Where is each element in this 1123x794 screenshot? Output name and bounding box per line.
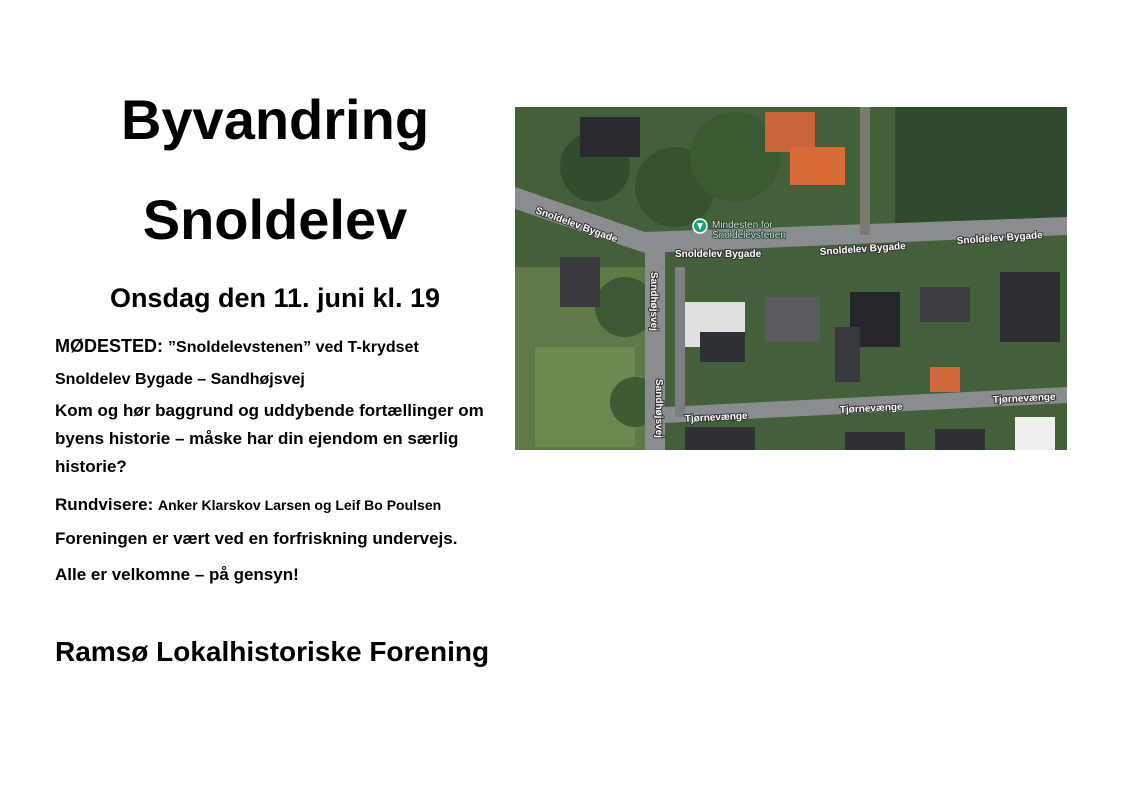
- refreshment-text: Foreningen er vært ved en forfriskning undervejs.: [55, 529, 458, 548]
- street-tjorne-east: Tjørnevænge: [992, 391, 1056, 406]
- meeting-label: MØDESTED:: [55, 336, 163, 356]
- meeting-place: [55, 331, 505, 395]
- guides-names: Anker Klarskov Larsen og Leif Bo Poulsen: [157, 497, 442, 513]
- event-date: Onsdag den 11. juni kl. 19: [109, 283, 441, 313]
- map-pin-icon: [693, 219, 707, 233]
- satellite-map: [515, 107, 1067, 450]
- guides: [55, 491, 505, 519]
- meeting-text-2: Snoldelev Bygade – Sandhøjsvej: [55, 371, 305, 388]
- map-image: [515, 107, 1067, 450]
- meeting-text: ”Snoldelevstenen” ved T-krydset: [168, 339, 419, 356]
- title-line-2: Snoldelev: [142, 188, 408, 251]
- poi-label-2: Snoldelevstenen: [712, 230, 786, 241]
- street-bygade-center: Snoldelev Bygade: [819, 241, 907, 258]
- street-tjorne-west: Tjørnevænge: [684, 410, 748, 425]
- welcome-text: Alle er velkomne – på gensyn!: [55, 565, 299, 584]
- title-line-1: Byvandring: [120, 88, 430, 151]
- about-text: Kom og hør baggrund og uddybende fortællinger om byens historie – måske har din ejendom en særlig historie?: [55, 401, 484, 476]
- street-sandhoj-south: Sandhøjsvej: [653, 379, 664, 438]
- street-bygade-mid: Snoldelev Bygade: [675, 249, 762, 260]
- street-bygade-east: Snoldelev Bygade: [956, 230, 1044, 247]
- street-tjorne-mid: Tjørnevænge: [839, 401, 903, 416]
- guides-label: Rundvisere:: [55, 495, 154, 514]
- street-sandhoj-north: Sandhøjsvej: [648, 272, 659, 331]
- organization-name: Ramsø Lokalhistoriske Forening: [55, 636, 490, 667]
- street-bygade-west: Snoldelev Bygade: [533, 205, 619, 246]
- poi-label-1: Mindesten for: [712, 220, 773, 231]
